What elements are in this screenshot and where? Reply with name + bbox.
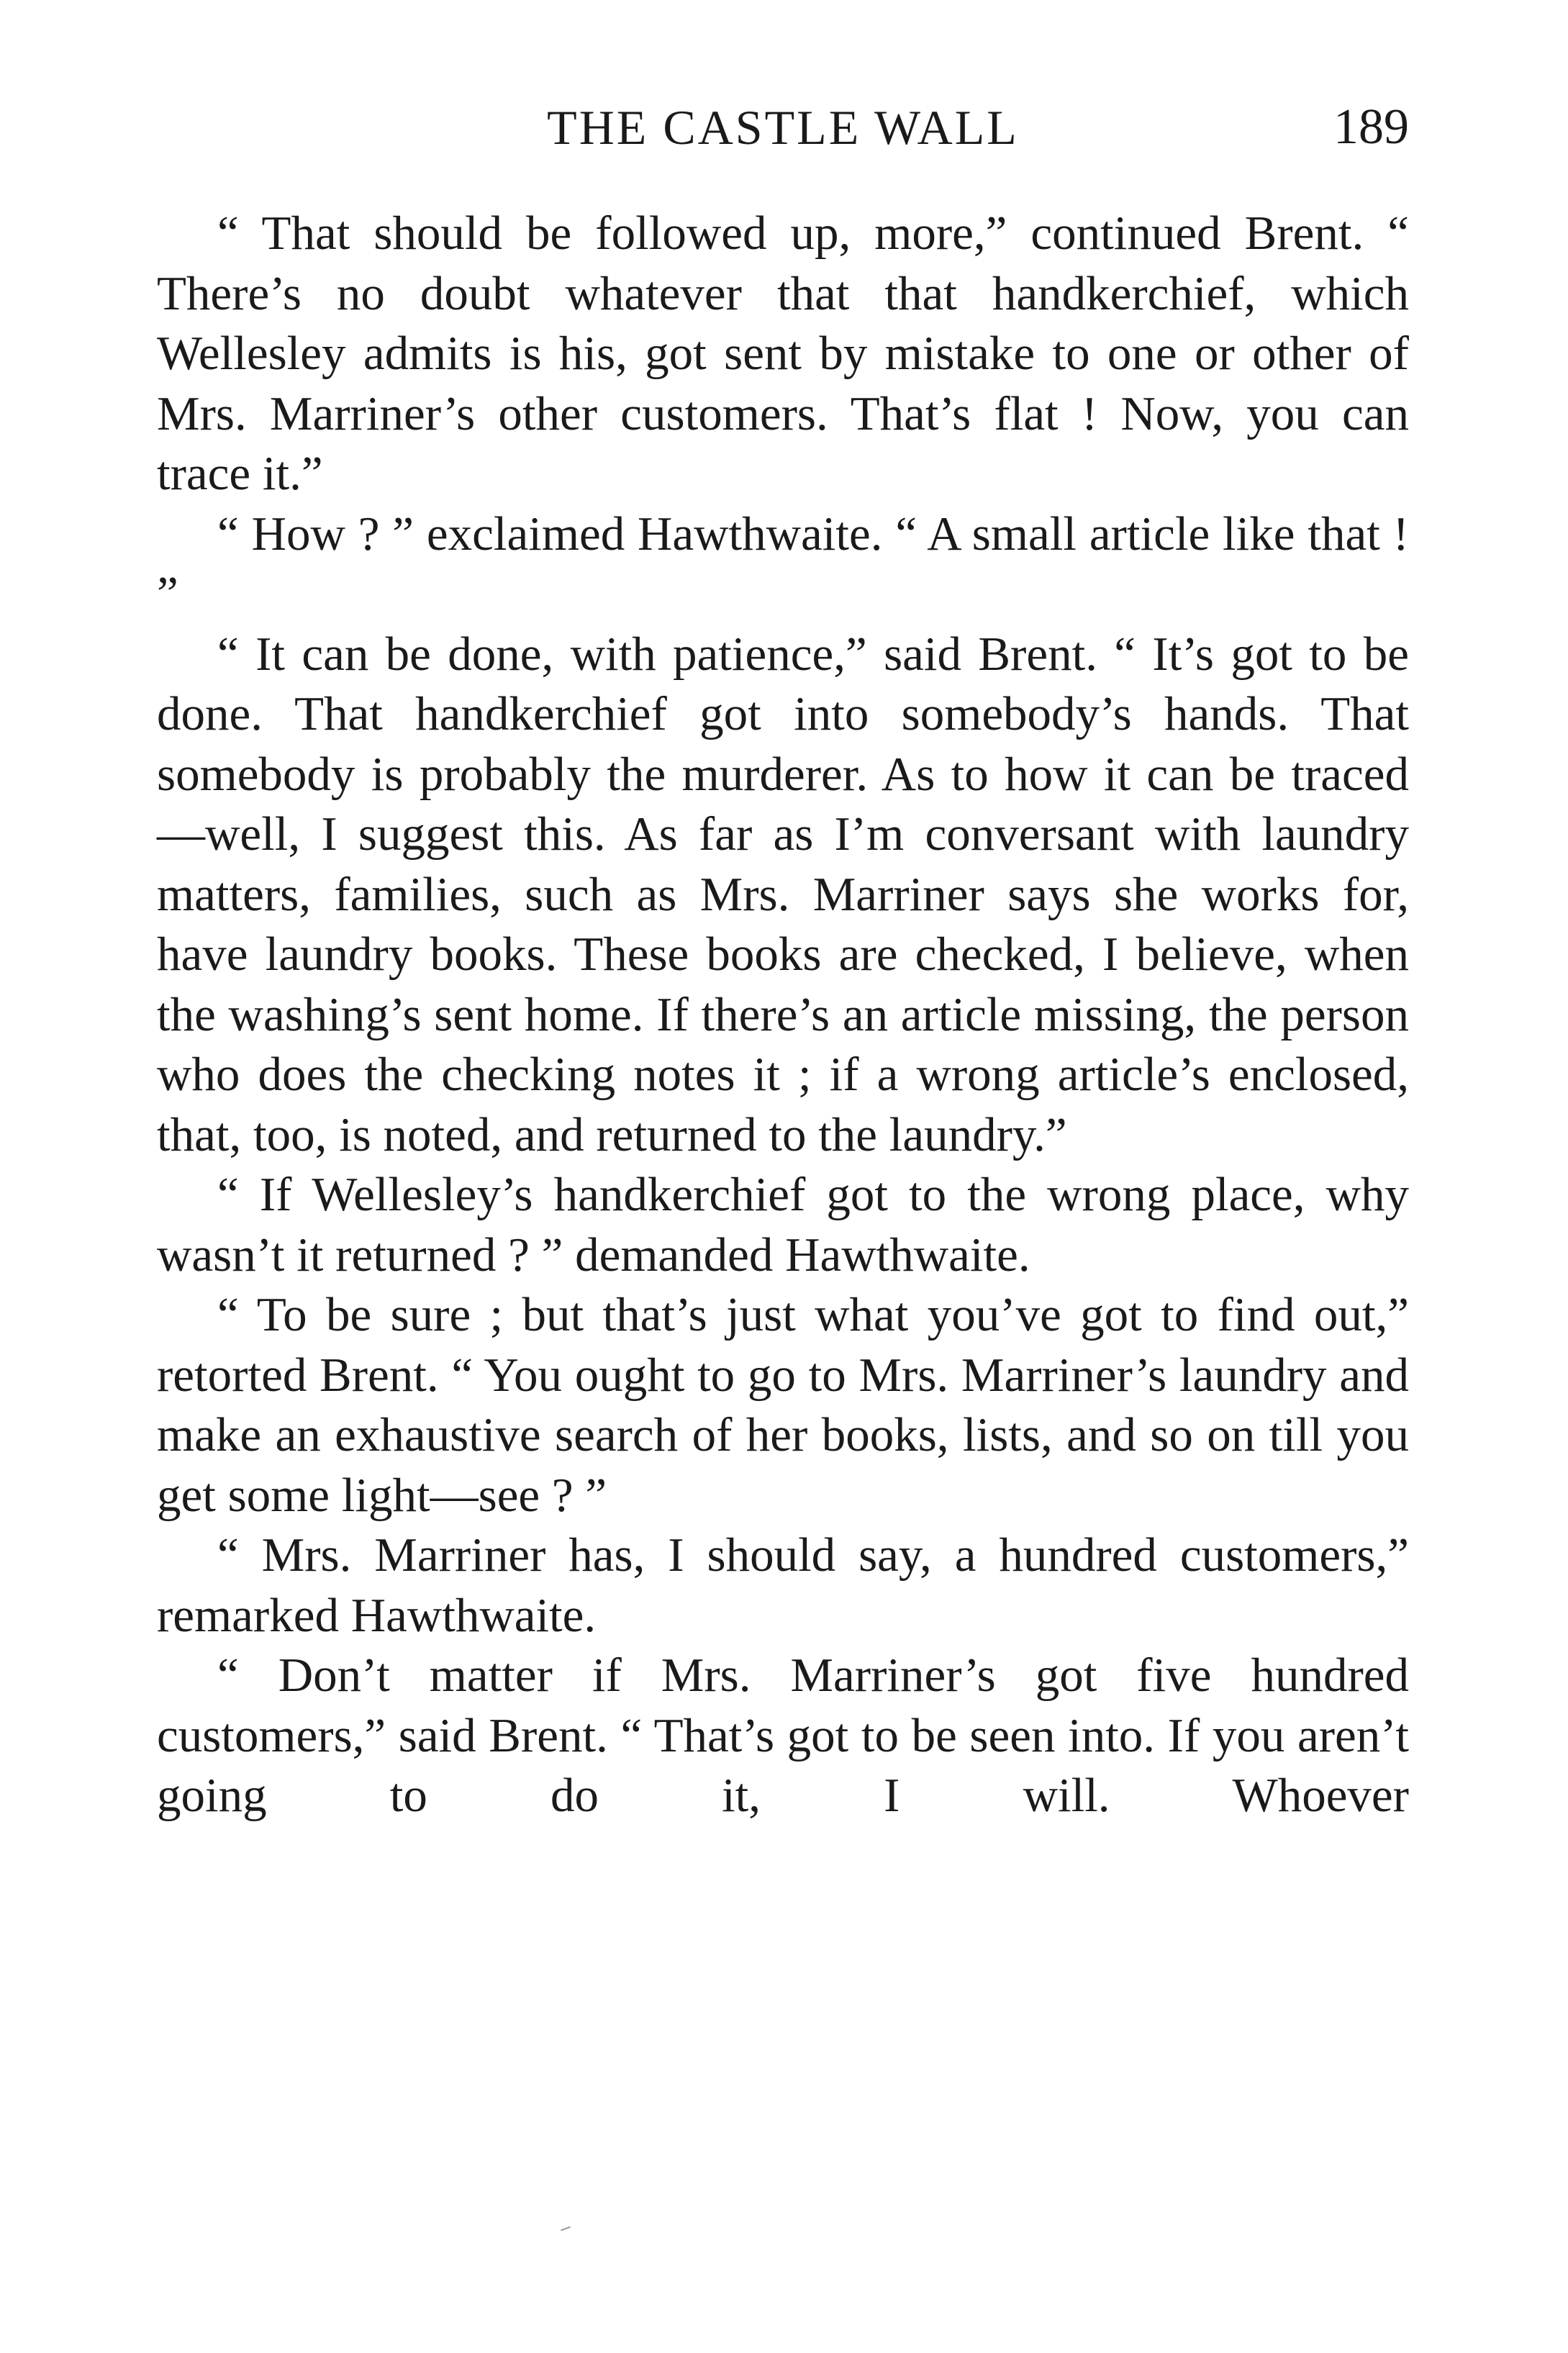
running-title: THE CASTLE WALL xyxy=(547,100,1019,155)
page-number: 189 xyxy=(1333,99,1409,155)
body-text xyxy=(157,204,1409,1826)
paragraph: “ Don’t matter if Mrs. Marriner’s got five hundred customers,” said Brent. “ That’s got to be seen into. If you aren’t going to do it, I will. Whoever xyxy=(157,1649,1409,1822)
paragraph: “ Mrs. Marriner has, I should say, a hundred customers,” remarked Hawthwaite. xyxy=(157,1528,1409,1642)
paragraph: “ It can be done, with patience,” said Brent. “ It’s got to be done. That handkerchief got into somebody’s hands. That somebody is probably the murderer. As to how it can be traced—well, I suggest this. As far as I’m conversant with laundry matters, families, such as Mrs. Marriner says she works for, have laundry books. These books are checked, I believe, when the washing’s sent home. If there’s an article missing, the person who does the checking notes it ; if a wrong article’s enclosed, that, too, is noted, and returned to the laundry.” xyxy=(157,627,1409,1161)
paragraph: “ That should be followed up, more,” continued Brent. “ There’s no doubt whatever that that handkerchief, which Wellesley admits is his, got sent by mistake to one or other of Mrs. Marriner’s other customers. That’s flat ! Now, you can trace it.” xyxy=(157,207,1409,500)
paragraph: “ To be sure ; but that’s just what you’ve got to find out,” retorted Brent. “ You ought to go to Mrs. Marriner’s laundry and make an exhaustive search of her books, lists, and so on till you get some light—see ? ” xyxy=(157,1288,1409,1522)
paragraph: “ How ? ” exclaimed Hawthwaite. “ A small article like that ! ” xyxy=(157,507,1409,620)
paragraph: “ If Wellesley’s handkerchief got to the wrong place, why wasn’t it returned ? ” demanded Hawthwaite. xyxy=(157,1168,1409,1282)
stray-mark xyxy=(561,2226,572,2235)
running-head xyxy=(157,95,1409,160)
